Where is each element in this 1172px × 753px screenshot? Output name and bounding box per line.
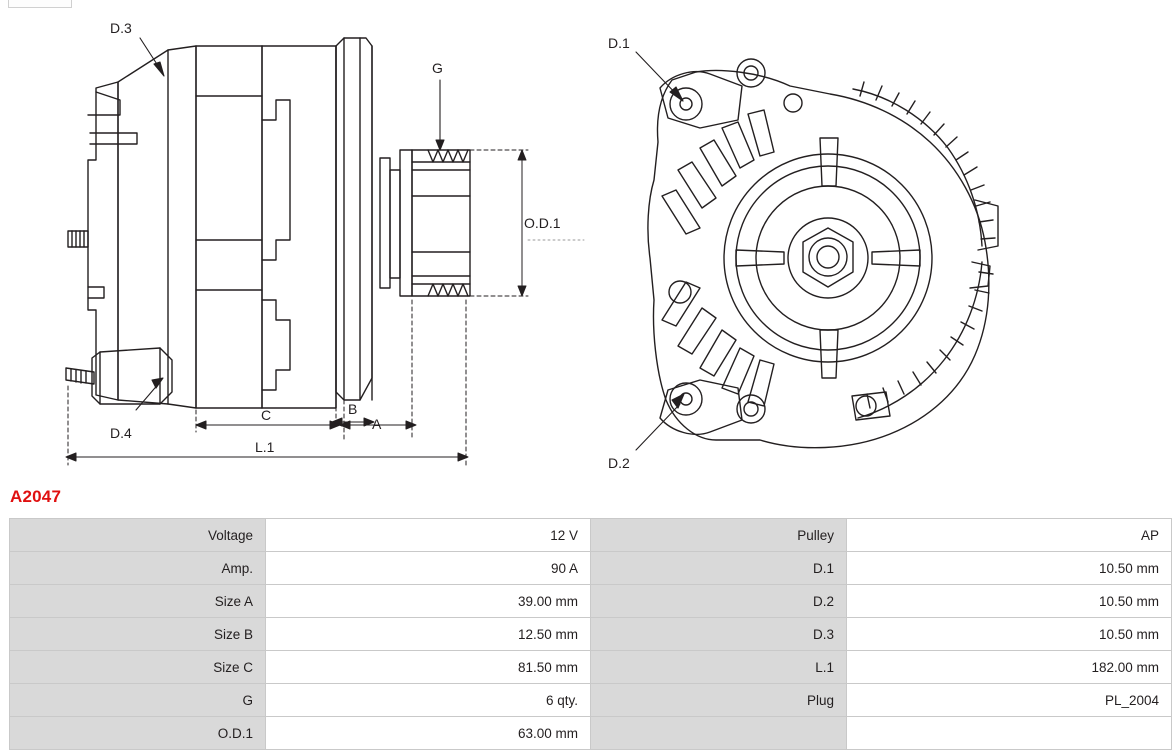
table-row bbox=[10, 684, 1172, 717]
spec-label-voltage: Voltage bbox=[10, 519, 266, 552]
label-d2: D.2 bbox=[608, 455, 630, 471]
label-d3: D.3 bbox=[110, 20, 132, 36]
label-d4: D.4 bbox=[110, 425, 132, 441]
table-row bbox=[10, 552, 1172, 585]
label-c: C bbox=[261, 407, 272, 423]
spec-value-od1: 63.00 mm bbox=[266, 717, 591, 750]
label-g: G bbox=[432, 60, 443, 76]
spec-value-l1: 182.00 mm bbox=[847, 651, 1172, 684]
spec-value-pulley: AP bbox=[847, 519, 1172, 552]
spec-value-plug: PL_2004 bbox=[847, 684, 1172, 717]
table-row bbox=[10, 717, 1172, 750]
alternator-side-view bbox=[66, 38, 584, 465]
spec-value-empty bbox=[847, 717, 1172, 750]
spec-label-pulley: Pulley bbox=[591, 519, 847, 552]
specifications-table bbox=[9, 518, 1172, 750]
spec-label-d3: D.3 bbox=[591, 618, 847, 651]
spec-label-size-b: Size B bbox=[10, 618, 266, 651]
spec-value-d1: 10.50 mm bbox=[847, 552, 1172, 585]
spec-label-size-a: Size A bbox=[10, 585, 266, 618]
label-a: A bbox=[372, 416, 382, 432]
spec-value-size-a: 39.00 mm bbox=[266, 585, 591, 618]
spec-label-plug: Plug bbox=[591, 684, 847, 717]
spec-label-g: G bbox=[10, 684, 266, 717]
label-od1: O.D.1 bbox=[524, 215, 561, 231]
label-b: B bbox=[348, 401, 358, 417]
spec-value-amp: 90 A bbox=[266, 552, 591, 585]
spec-value-d2: 10.50 mm bbox=[847, 585, 1172, 618]
spec-label-l1: L.1 bbox=[591, 651, 847, 684]
spec-value-size-b: 12.50 mm bbox=[266, 618, 591, 651]
label-l1: L.1 bbox=[255, 439, 275, 455]
spec-label-d2: D.2 bbox=[591, 585, 847, 618]
spec-label-size-c: Size C bbox=[10, 651, 266, 684]
spec-value-size-c: 81.50 mm bbox=[266, 651, 591, 684]
label-d1: D.1 bbox=[608, 35, 630, 51]
part-number: A2047 bbox=[10, 487, 62, 506]
spec-label-empty bbox=[591, 717, 847, 750]
spec-value-g: 6 qty. bbox=[266, 684, 591, 717]
spec-label-od1: O.D.1 bbox=[10, 717, 266, 750]
alternator-front-view bbox=[648, 59, 998, 448]
spec-label-d1: D.1 bbox=[591, 552, 847, 585]
table-row bbox=[10, 651, 1172, 684]
table-row bbox=[10, 519, 1172, 552]
spec-value-d3: 10.50 mm bbox=[847, 618, 1172, 651]
spec-value-voltage: 12 V bbox=[266, 519, 591, 552]
table-row bbox=[10, 585, 1172, 618]
spec-label-amp: Amp. bbox=[10, 552, 266, 585]
table-row bbox=[10, 618, 1172, 651]
